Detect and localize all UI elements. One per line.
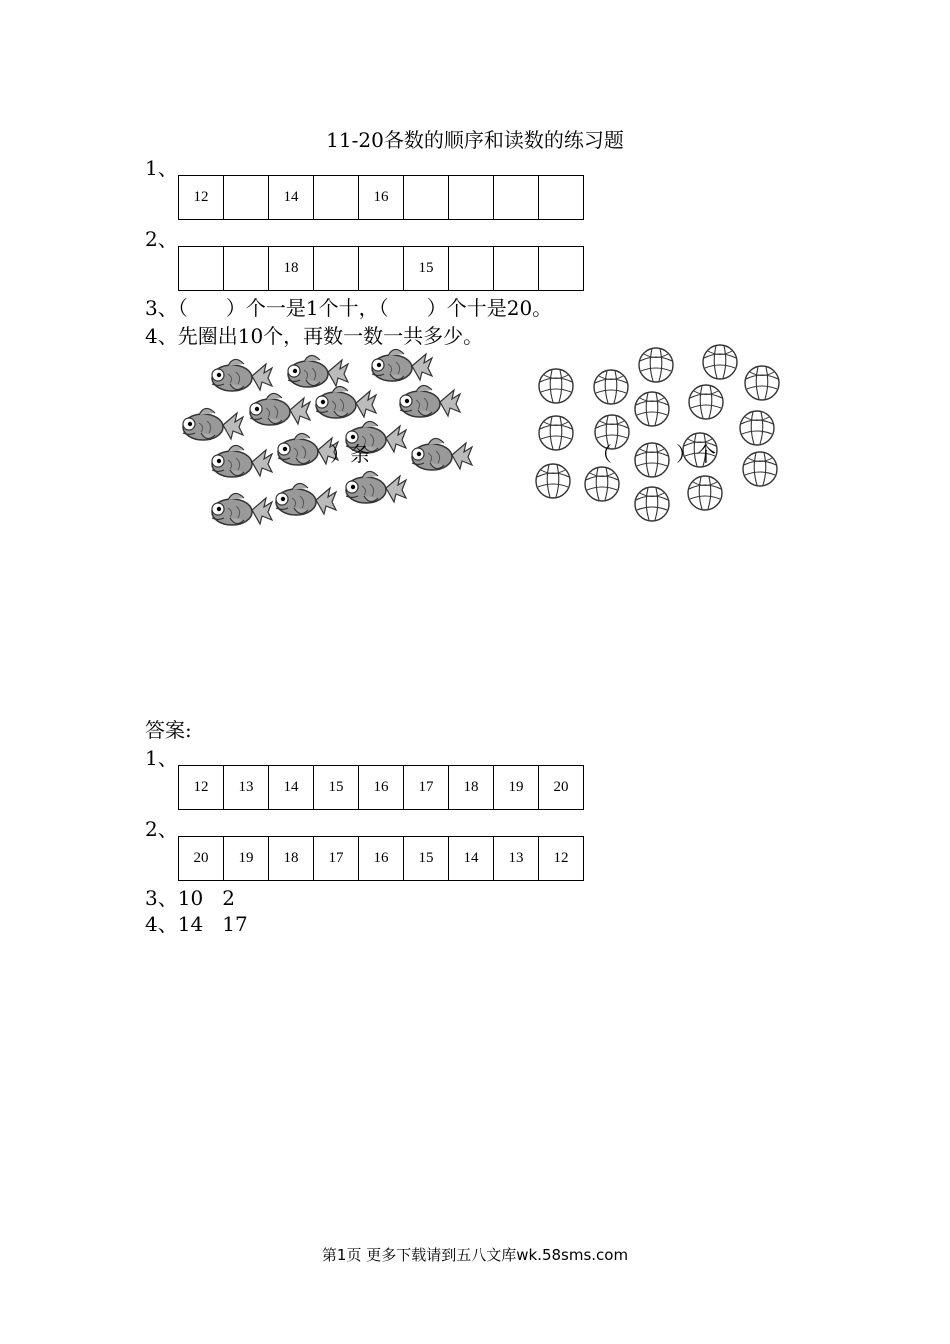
answers-heading: 答案: [145, 718, 192, 742]
fish-icon [183, 408, 243, 440]
fish-icon [212, 493, 272, 525]
table-row [179, 766, 584, 810]
q1-cell-1[interactable]: 12 [179, 176, 224, 220]
answer-3-text: 3、10 2 [145, 886, 235, 910]
volleyball-icon [688, 476, 722, 510]
fish-icon [288, 355, 348, 387]
page-footer: 第1页 更多下载请到五八文库wk.58sms.com [321, 1246, 629, 1264]
a2-cell-7: 14 [449, 837, 494, 881]
a2-cell-2: 19 [224, 837, 269, 881]
a2-cell-9: 12 [539, 837, 584, 881]
volleyball-icon [703, 345, 737, 379]
volleyball-icon [539, 416, 573, 450]
fish-icon [278, 433, 338, 465]
fish-icon [346, 471, 406, 503]
fish-icon [212, 445, 272, 477]
a1-cell-2: 13 [224, 766, 269, 810]
answer-1-sequence-table [178, 765, 584, 810]
a2-cell-1: 20 [179, 837, 224, 881]
volleyball-icon [639, 348, 673, 382]
volleyball-icon [635, 443, 669, 477]
volleyball-icon [594, 370, 628, 404]
answer-2-label: 2、 [145, 817, 178, 841]
a1-cell-8: 19 [494, 766, 539, 810]
a2-cell-6: 15 [404, 837, 449, 881]
a1-cell-4: 15 [314, 766, 359, 810]
fish-icon [276, 483, 336, 515]
question-3-text: 3、（ ）个一是1个十，（ ）个十是20。 [145, 296, 553, 320]
a1-cell-6: 17 [404, 766, 449, 810]
q2-cell-3[interactable]: 18 [269, 247, 314, 291]
answer-1-label: 1、 [145, 746, 178, 770]
volleyball-icon [745, 366, 779, 400]
counting-pictures [0, 0, 950, 540]
volleyball-icon [539, 369, 573, 403]
fish-icon [212, 359, 272, 391]
answer-4-text: 4、14 17 [145, 912, 248, 936]
a1-cell-3: 14 [269, 766, 314, 810]
volleyball-icon [740, 411, 774, 445]
answer-2-sequence-table [178, 836, 584, 881]
volleyball-icon [743, 452, 777, 486]
table-row [179, 837, 584, 881]
ball-count-caption-open: （ [592, 442, 612, 466]
question-4-text: 4、先圈出10个，再数一数一共多少。 [145, 324, 484, 348]
question-1-label: 1、 [145, 156, 178, 180]
a1-cell-9: 20 [539, 766, 584, 810]
fish-count-caption: ）条 [330, 442, 370, 466]
q1-cell-3[interactable]: 14 [269, 176, 314, 220]
volleyball-icon [585, 467, 619, 501]
a1-cell-7: 18 [449, 766, 494, 810]
fish-icon [372, 349, 432, 381]
fish-icon [412, 438, 472, 470]
a2-cell-4: 17 [314, 837, 359, 881]
q1-cell-5[interactable]: 16 [359, 176, 404, 220]
volleyball-icon [689, 385, 723, 419]
fish-icon [250, 393, 310, 425]
fish-icon [316, 386, 376, 418]
a1-cell-5: 16 [359, 766, 404, 810]
a2-cell-3: 18 [269, 837, 314, 881]
a1-cell-1: 12 [179, 766, 224, 810]
a2-cell-5: 16 [359, 837, 404, 881]
volleyball-icon [536, 464, 570, 498]
question-2-label: 2、 [145, 227, 178, 251]
fish-icon [400, 385, 460, 417]
ball-count-caption-close: ）个 [676, 442, 716, 466]
page-title: 11-20各数的顺序和读数的练习题 [326, 128, 624, 152]
a2-cell-8: 13 [494, 837, 539, 881]
volleyball-icon [635, 487, 669, 521]
q2-cell-6[interactable]: 15 [404, 247, 449, 291]
volleyball-icon [635, 392, 669, 426]
